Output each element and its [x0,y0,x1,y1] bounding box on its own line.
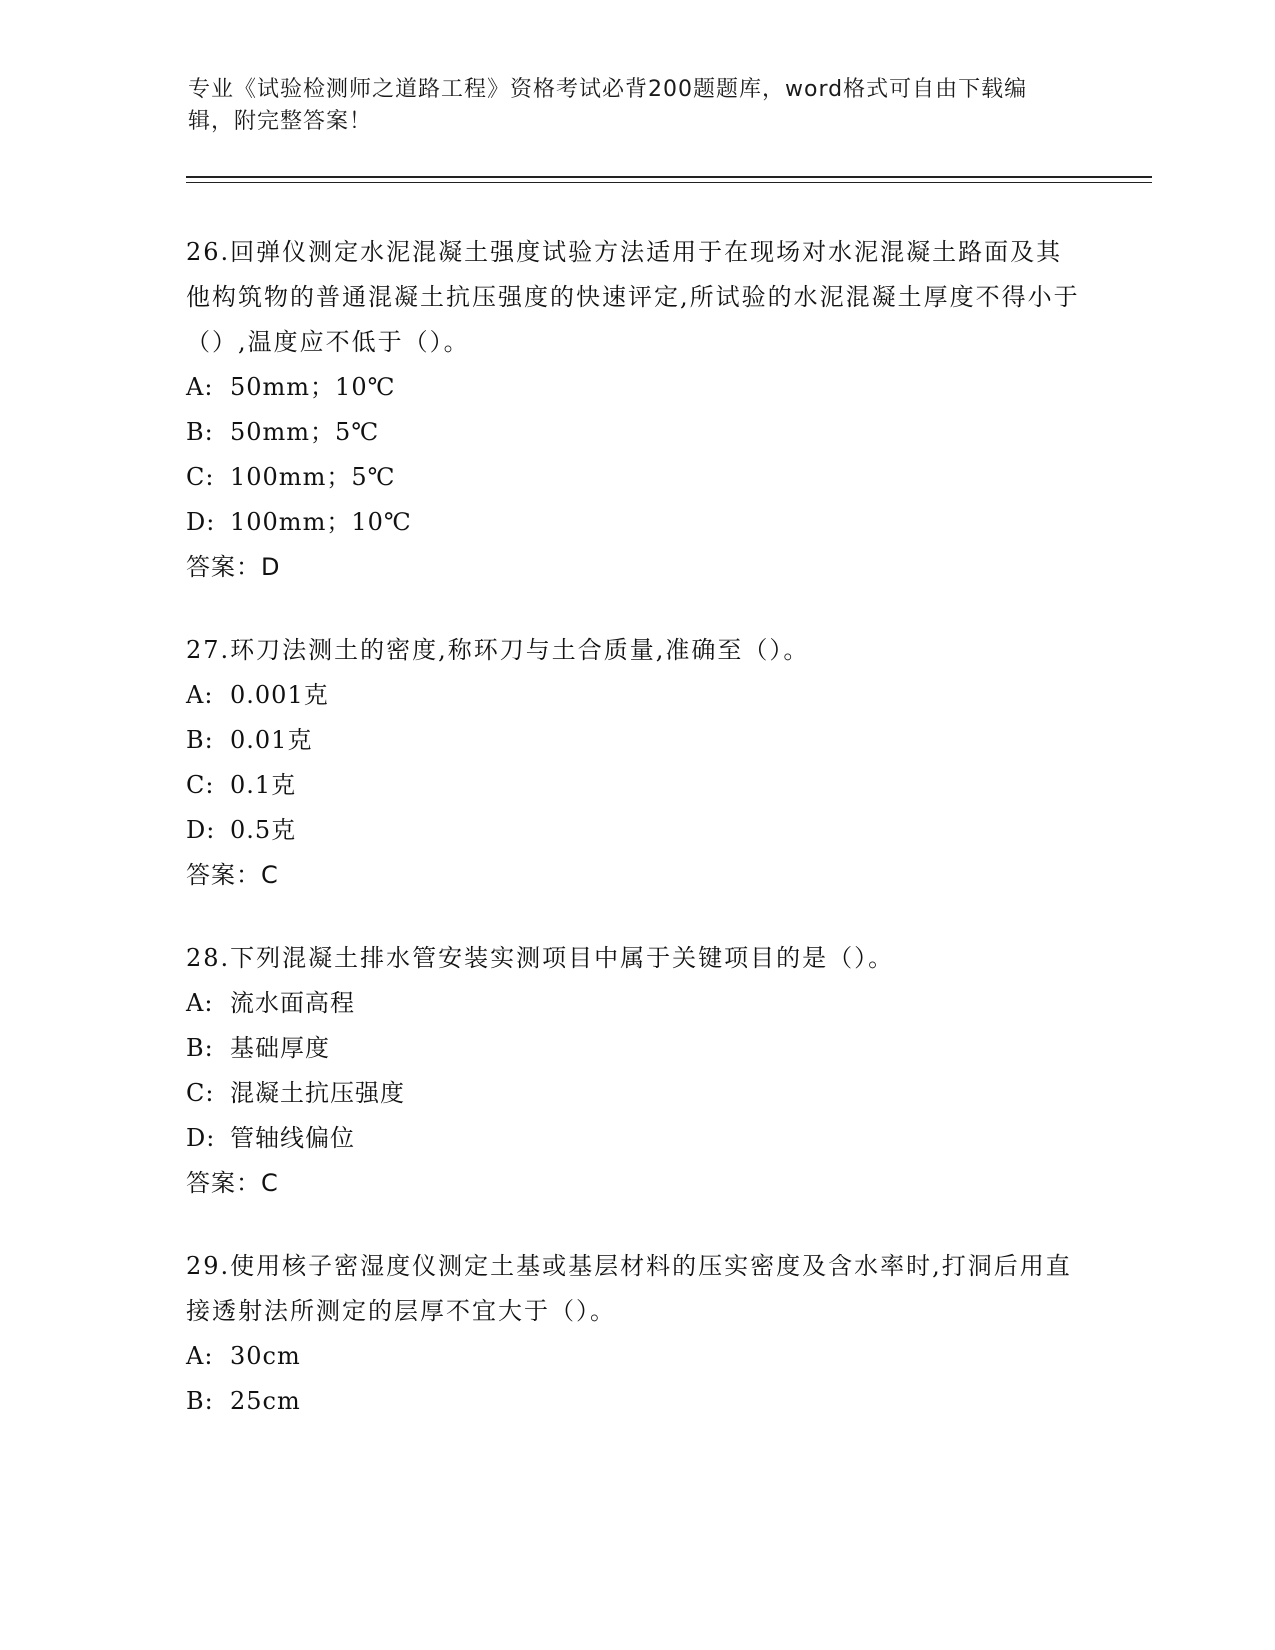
question-text: 27.环刀法测土的密度,称环刀与土合质量,准确至（）。 [186,636,810,664]
option-letter: B: [186,1387,214,1415]
question-text: 29.使用核子密湿度仪测定土基或基层材料的压实密度及含水率时,打洞后用直接透射法所测定的层厚不宜大于（）。 [186,1252,1072,1325]
option-letter: C: [186,771,215,799]
option-b [186,410,1086,455]
question-26 [186,230,1086,590]
option-letter: B: [186,1034,214,1062]
question-29 [186,1244,1086,1424]
option-text: 100mm；10℃ [230,508,412,536]
answer-line: 答案：C [186,861,279,889]
option-text: 混凝土抗压强度 [230,1079,405,1107]
header-divider-thin [186,182,1152,183]
option-letter: C: [186,463,215,491]
question-28 [186,936,1086,1206]
option-a [186,981,1086,1026]
option-text: 30cm [230,1342,301,1370]
header-divider-thick [186,176,1152,178]
option-letter: D: [186,508,216,536]
header-intro-text: 专业《试验检测师之道路工程》资格考试必背200题题库，word格式可自由下载编辑，附完整答案！ [188,77,1028,134]
document-header [188,74,1068,138]
question-27 [186,628,1086,898]
option-a [186,673,1086,718]
option-letter: A: [186,989,214,1017]
option-b [186,718,1086,763]
option-letter: C: [186,1079,215,1107]
option-text: 25cm [230,1387,301,1415]
option-text: 管轴线偏位 [230,1124,355,1152]
option-letter: B: [186,726,214,754]
option-a [186,365,1086,410]
option-text: 0.1克 [230,771,297,799]
option-text: 基础厚度 [230,1034,330,1062]
option-b [186,1026,1086,1071]
question-text: 26.回弹仪测定水泥混凝土强度试验方法适用于在现场对水泥混凝土路面及其他构筑物的普通混凝土抗压强度的快速评定,所试验的水泥混凝土厚度不得小于（）,温度应不低于（）。 [186,238,1080,356]
option-letter: A: [186,373,214,401]
option-d [186,1116,1086,1161]
option-a [186,1334,1086,1379]
answer-line: 答案：D [186,553,281,581]
option-text: 100mm；5℃ [230,463,396,491]
option-c [186,763,1086,808]
option-text: 50mm；5℃ [230,418,380,446]
option-text: 流水面高程 [230,989,355,1017]
answer-line: 答案：C [186,1169,279,1197]
option-c [186,1071,1086,1116]
option-text: 0.01克 [230,726,313,754]
option-letter: A: [186,1342,214,1370]
option-text: 0.5克 [230,816,297,844]
question-list [186,230,1086,1462]
option-b [186,1379,1086,1424]
question-text: 28.下列混凝土排水管安装实测项目中属于关键项目的是（）。 [186,944,895,972]
option-text: 50mm；10℃ [230,373,396,401]
option-letter: D: [186,1124,216,1152]
option-d [186,808,1086,853]
option-d [186,500,1086,545]
option-letter: A: [186,681,214,709]
option-letter: D: [186,816,216,844]
option-text: 0.001克 [230,681,329,709]
option-c [186,455,1086,500]
option-letter: B: [186,418,214,446]
